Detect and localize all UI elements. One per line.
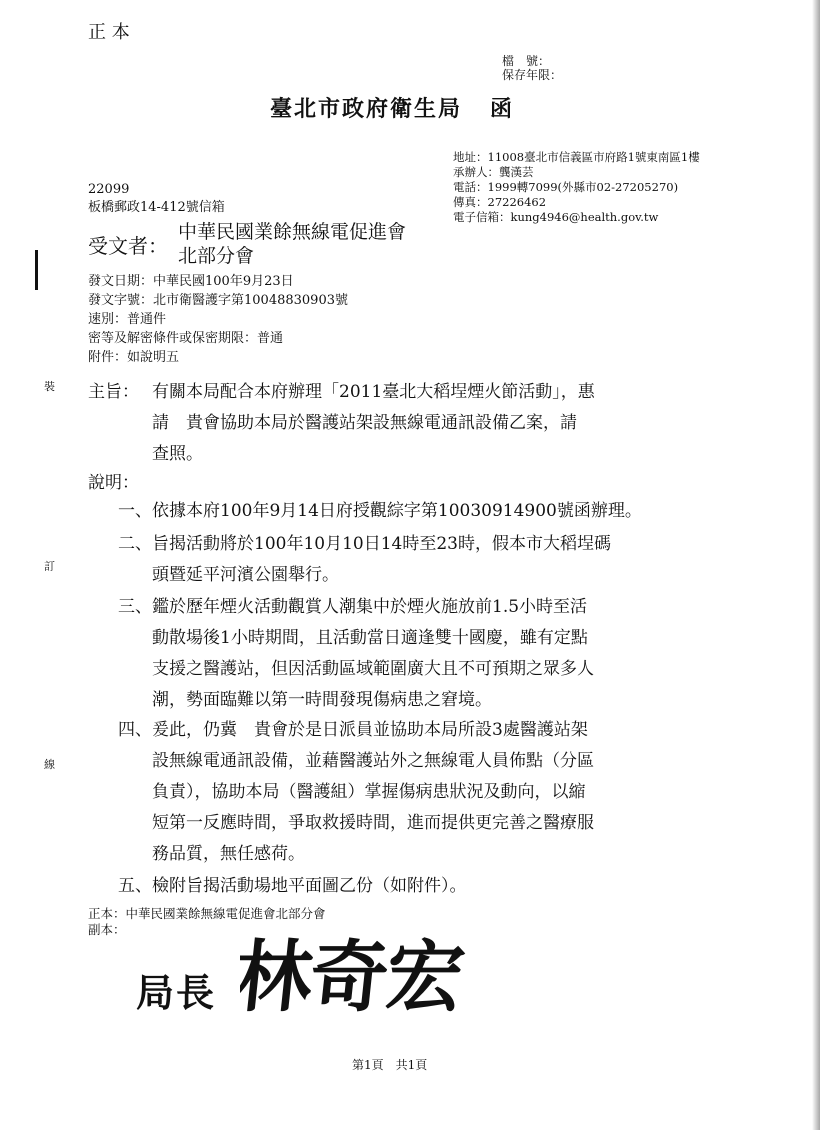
attachment-note: 附件：如說明五 (88, 350, 180, 365)
copy-mark: 正 本 (88, 22, 130, 43)
item-number: 五、 (118, 876, 152, 896)
document-type: 函 (490, 96, 515, 122)
director-title: 局長 (136, 970, 217, 1015)
item-line: 短第一反應時間，爭取救援時間，進而提供更完善之醫療服 (152, 813, 594, 833)
sender-address: 地址：11008臺北市信義區市府路1號東南區1樓 (453, 150, 700, 164)
item-line: 檢附旨揭活動場地平面圖乙份（如附件）。 (152, 876, 467, 896)
sender-info (453, 150, 700, 225)
issue-date: 發文日期：中華民國100年9月23日 (88, 274, 294, 289)
item-line: 鑑於歷年煙火活動觀賞人潮集中於煙火施放前1.5小時至活 (152, 597, 588, 617)
item-number: 四、 (118, 720, 152, 740)
item-line: 負責），協助本局（醫護組）掌握傷病患狀況及動向，以縮 (152, 782, 586, 802)
recipient-postcode: 22099 (88, 182, 130, 197)
item-line: 動散場後1小時期間，且活動當日適逢雙十國慶，雖有定點 (152, 628, 588, 648)
director-signature (240, 922, 510, 1026)
reference-number: 發文字號：北市衛醫護字第10048830903號 (88, 293, 348, 308)
recipient-label: 受文者： (88, 234, 168, 258)
retention-period-label: 保存年限： (502, 68, 563, 82)
subject-line-1: 有關本局配合本府辦理「2011臺北大稻埕煙火節活動」，惠 (152, 382, 595, 402)
recipient-po-box: 板橋郵政14-412號信箱 (88, 200, 225, 215)
recipient-name-branch: 北部分會 (178, 245, 255, 267)
sender-phone: 電話：1999轉7099(外縣市02-27205270) (453, 180, 679, 194)
item-number: 二、 (118, 534, 152, 554)
item-line: 頭暨延平河濱公園舉行。 (152, 565, 339, 585)
subject-label: 主旨： (88, 382, 139, 402)
signature-image (240, 922, 510, 1022)
recipient-name: 中華民國業餘無線電促進會 (178, 221, 407, 243)
item-number: 一、 (118, 501, 152, 521)
distribution-main: 正本：中華民國業餘無線電促進會北部分會 (88, 906, 326, 921)
item-line: 設無線電通訊設備，並藉醫護站外之無線電人員佈點（分區 (152, 751, 594, 771)
page-footer: 第1頁 共1頁 (352, 1058, 428, 1072)
sender-email: 電子信箱：kung4946@health.gov.tw (453, 210, 659, 224)
item-line: 務品質，無任感荷。 (152, 844, 305, 864)
binding-mark-ding: 訂 (44, 560, 55, 573)
subject-line-3: 查照。 (152, 444, 203, 464)
distribution-copy: 副本： (88, 922, 126, 937)
item-line: 爰此，仍冀 貴會於是日派員並協助本局所設3處醫護站架 (152, 720, 588, 740)
agency-title: 臺北市政府衛生局 (270, 96, 463, 122)
secrecy-level: 密等及解密條件或保密期限：普通 (88, 331, 284, 346)
sender-contact: 承辦人：龔漢芸 (453, 165, 534, 179)
item-line: 支援之醫護站，但因活動區域範圍廣大且不可預期之眾多人 (152, 659, 594, 679)
subject-line-2: 請 貴會協助本局於醫護站架設無線電通訊設備乙案，請 (152, 413, 577, 433)
explanation-label: 說明： (88, 473, 139, 493)
item-line: 依據本府100年9月14日府授觀綜字第10030914900號函辦理。 (152, 501, 642, 521)
sender-fax: 傳真：27226462 (453, 195, 547, 209)
svg-text:林奇宏: 林奇宏 (240, 932, 467, 1022)
binding-mark-zhuang: 裝 (44, 380, 55, 393)
item-number: 三、 (118, 597, 152, 617)
file-number-label: 檔 號： (502, 54, 551, 68)
binding-mark-xian: 線 (44, 758, 55, 771)
scan-edge-shadow (812, 0, 820, 1130)
delivery-speed: 速別：普通件 (88, 312, 167, 327)
margin-bar (35, 250, 38, 290)
item-line: 潮，勢面臨難以第一時間發現傷病患之窘境。 (152, 690, 492, 710)
item-line: 旨揭活動將於100年10月10日14時至23時，假本市大稻埕碼 (152, 534, 611, 554)
